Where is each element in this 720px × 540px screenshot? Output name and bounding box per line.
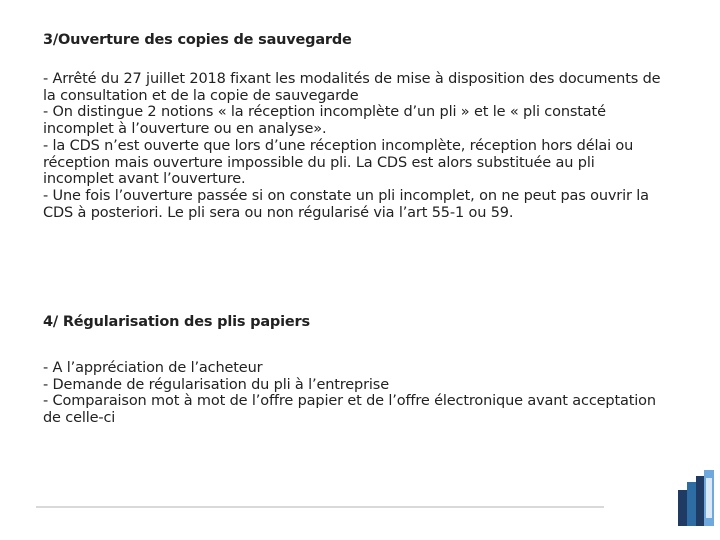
bullet-item: - la CDS n’est ouverte que lors d’une réception incomplète, réception hors délai ou réception mais ouverture impossible du pli. La CDS est alors substituée au pli incomplet avant l’ouverture. [43, 137, 634, 188]
section-heading-ouverture: 3/Ouverture des copies de sauvegarde [43, 32, 352, 48]
bars-logo-icon [676, 470, 716, 526]
bullet-item: - A l’appréciation de l’acheteur [43, 360, 263, 376]
bullet-item: - Arrêté du 27 juillet 2018 fixant les modalités de mise à disposition des documents de la consultation et de la copie de sauvegarde [43, 71, 661, 104]
section-body-regularisation [43, 360, 663, 427]
bullet-item: - On distingue 2 notions « la réception incomplète d’un pli » et le « pli constaté incomplet à l’ouverture ou en analyse». [43, 104, 606, 138]
bullet-item: - Une fois l’ouverture passée si on constate un pli incomplet, on ne peut pas ouvrir la CDS à posteriori. Le pli sera ou non régularisé via l’art 55-1 ou 59. [43, 187, 649, 221]
section-heading-regularisation: 4/ Régularisation des plis papiers [43, 314, 310, 330]
section-body-ouverture [43, 71, 663, 221]
footer-divider [36, 506, 604, 508]
bullet-item: - Demande de régularisation du pli à l’entreprise [43, 376, 389, 393]
bullet-item: - Comparaison mot à mot de l’offre papier et de l’offre électronique avant acceptation de celle-ci [43, 393, 656, 427]
